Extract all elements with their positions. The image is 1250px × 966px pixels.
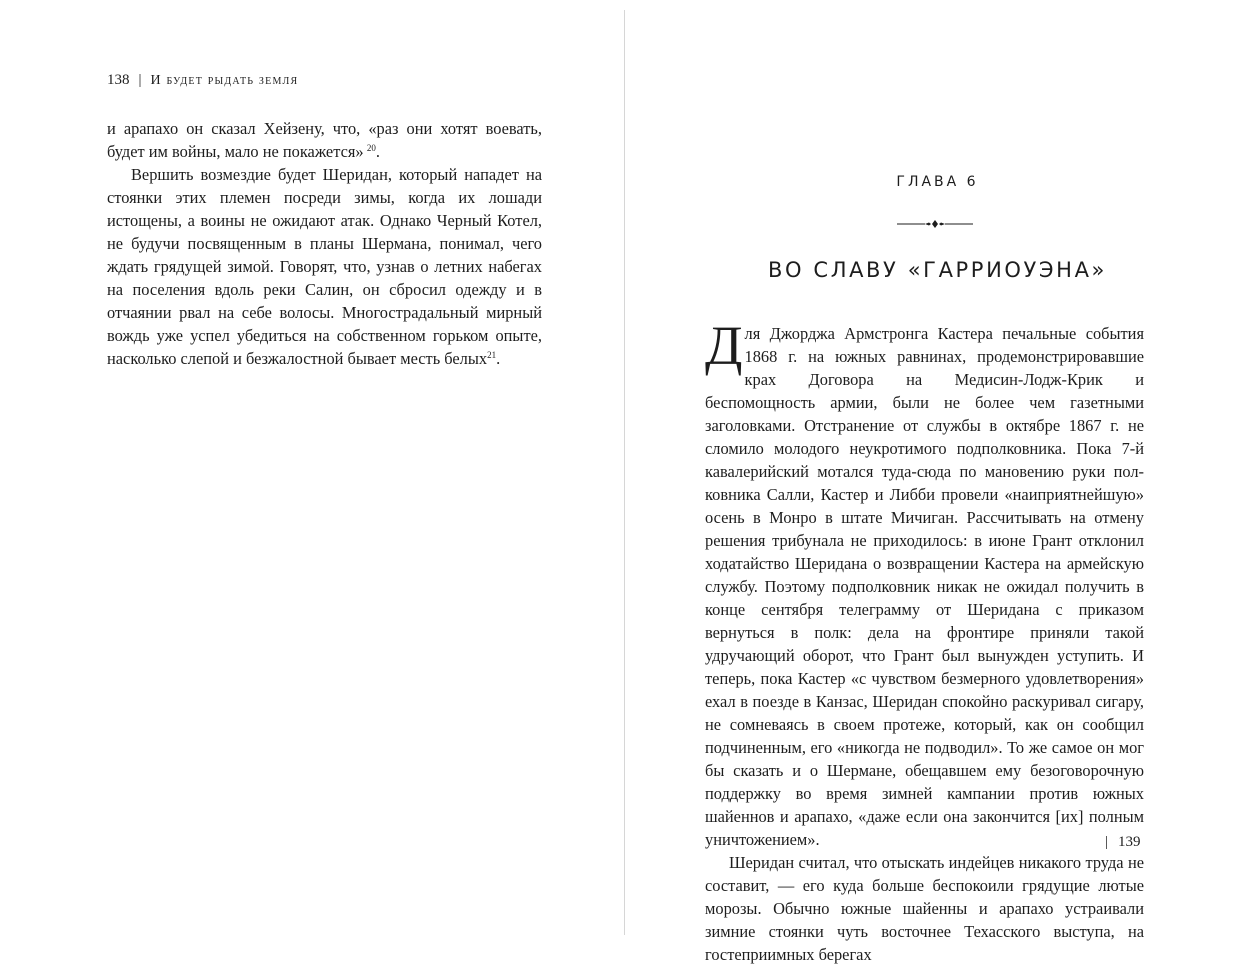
right-paragraph-2 [705,851,1144,966]
left-paragraph-1-text: и арапахо он сказал Хейзену, что, «раз они хотят воевать, будет им войны, мало не покажется» [107,119,542,161]
right-paragraph-1-text: ля Джорджа Армстронга Кастера печальные события 1868 г. на южных равнинах, продемонстрировавшие крах Договора на Медисин-Лодж-Крик и беспомощность армии, были не более чем газетными заголовками. Отстранение от службы в октябре 1867 г. не сломило молодого неукротимого подполковника. Пока 7-й кавалерийский мотался туда-сюда по мановению руки полковника Салли, Кастер и Либби провели «наиприятнейшую» осень в Монро в штате Мичиган. Рассчитывать на отмену решения трибунала не приходилось: в июне Грант отклонил ходатайство Шеридана о возвращении Кастера на армейскую службу. Поэтому подполковник никак не ожидал получить в конце сентября телеграмму от Шеридана с приказом вернуться в полк: дела на фронтире приняли такой удручающий оборот, что Грант был вынужден уступить. И теперь, пока Кастер «с чувством безмерного удовлетворения» ехал в поезде в Канзас, Шеридан спокойно раскуривал сигару, не сомневаясь в своем протеже, который, как он сообщил подчиненным, его «никогда не подводил». То же самое он мог бы сказать и о Шермане, обещавшем ему безоговорочную поддержку во время зимней кампании против южных шайеннов и арапахо, «даже если она закончится [их] полным уничтожением». [705,324,1144,849]
right-paragraph-1 [705,315,1144,851]
right-paragraph-2-text: Шеридан считал, что отыскать индейцев никакого труда не составит, — его куда больше беспокоили грядущие лютые морозы. Обычно южные шайенны и арапахо устраивали зимние стоянки чуть восточнее Техасского выступа, на гостеприимных берегах [705,853,1144,964]
running-head-separator: | [138,72,142,88]
running-foot-right [1105,832,1141,852]
right-page [625,0,1250,964]
left-page [0,0,624,945]
folio-separator: | [1105,834,1109,850]
chapter-title: ВО СЛАВУ «ГАРРИОУЭНА» [768,258,1107,282]
page-number-right: 139 [1118,834,1141,850]
running-title: И будет рыдать земля [150,73,299,88]
fleuron-ornament-icon [895,216,975,232]
page-number-left: 138 [107,72,130,88]
running-head-left [107,70,298,91]
footnote-ref-20: 20 [366,143,376,153]
drop-cap: Д [705,315,743,376]
left-paragraph-2-text: Вершить возмездие будет Шеридан, который нападет на стоянки этих племен посреди зимы, когда их лошади истощены, а воины не ожидают атак. Однако Черный Котел, не будучи посвященным в планы Шермана, понимал, чего ждать грядущей зимой. Говорят, что, узнав о летних набегах на поселения вдоль реки Салин, он сбросил одежду и в отчаянии рвал на себе волосы. Многострадальный мирный вождь уже успел убедиться на собственном горьком опыте, насколько слепой и безжалостной бывает месть белых [107,165,542,368]
left-paragraph-1: и арапахо он сказал Хейзену, что, «раз они хотят воевать, будет им войны, мало не покажется» $^{20}$. [107,119,542,161]
chapter-label: ГЛАВА 6 [896,174,979,190]
left-paragraph-2: Вершить возмездие будет Шеридан, который нападет на стоянки этих племен посреди зимы, когда их лошади истощены, а воины не ожидают атак. Однако Черный Котел, не будучи посвященным в планы Шермана, понимал, чего ждать грядущей зимой. Говорят, что, узнав о летних набегах на поселения вдоль реки Салин, он сбросил одежду и в отчаянии рвал на себе волосы. Многострадальный мирный вождь уже успел убедиться на собственном горьком опыте, насколько слепой и безжалостной бывает месть белых$^{21}$. [107,165,542,368]
left-page-body [107,117,542,370]
footnote-ref-21: 21 [487,350,497,360]
right-page-body [705,315,1144,966]
